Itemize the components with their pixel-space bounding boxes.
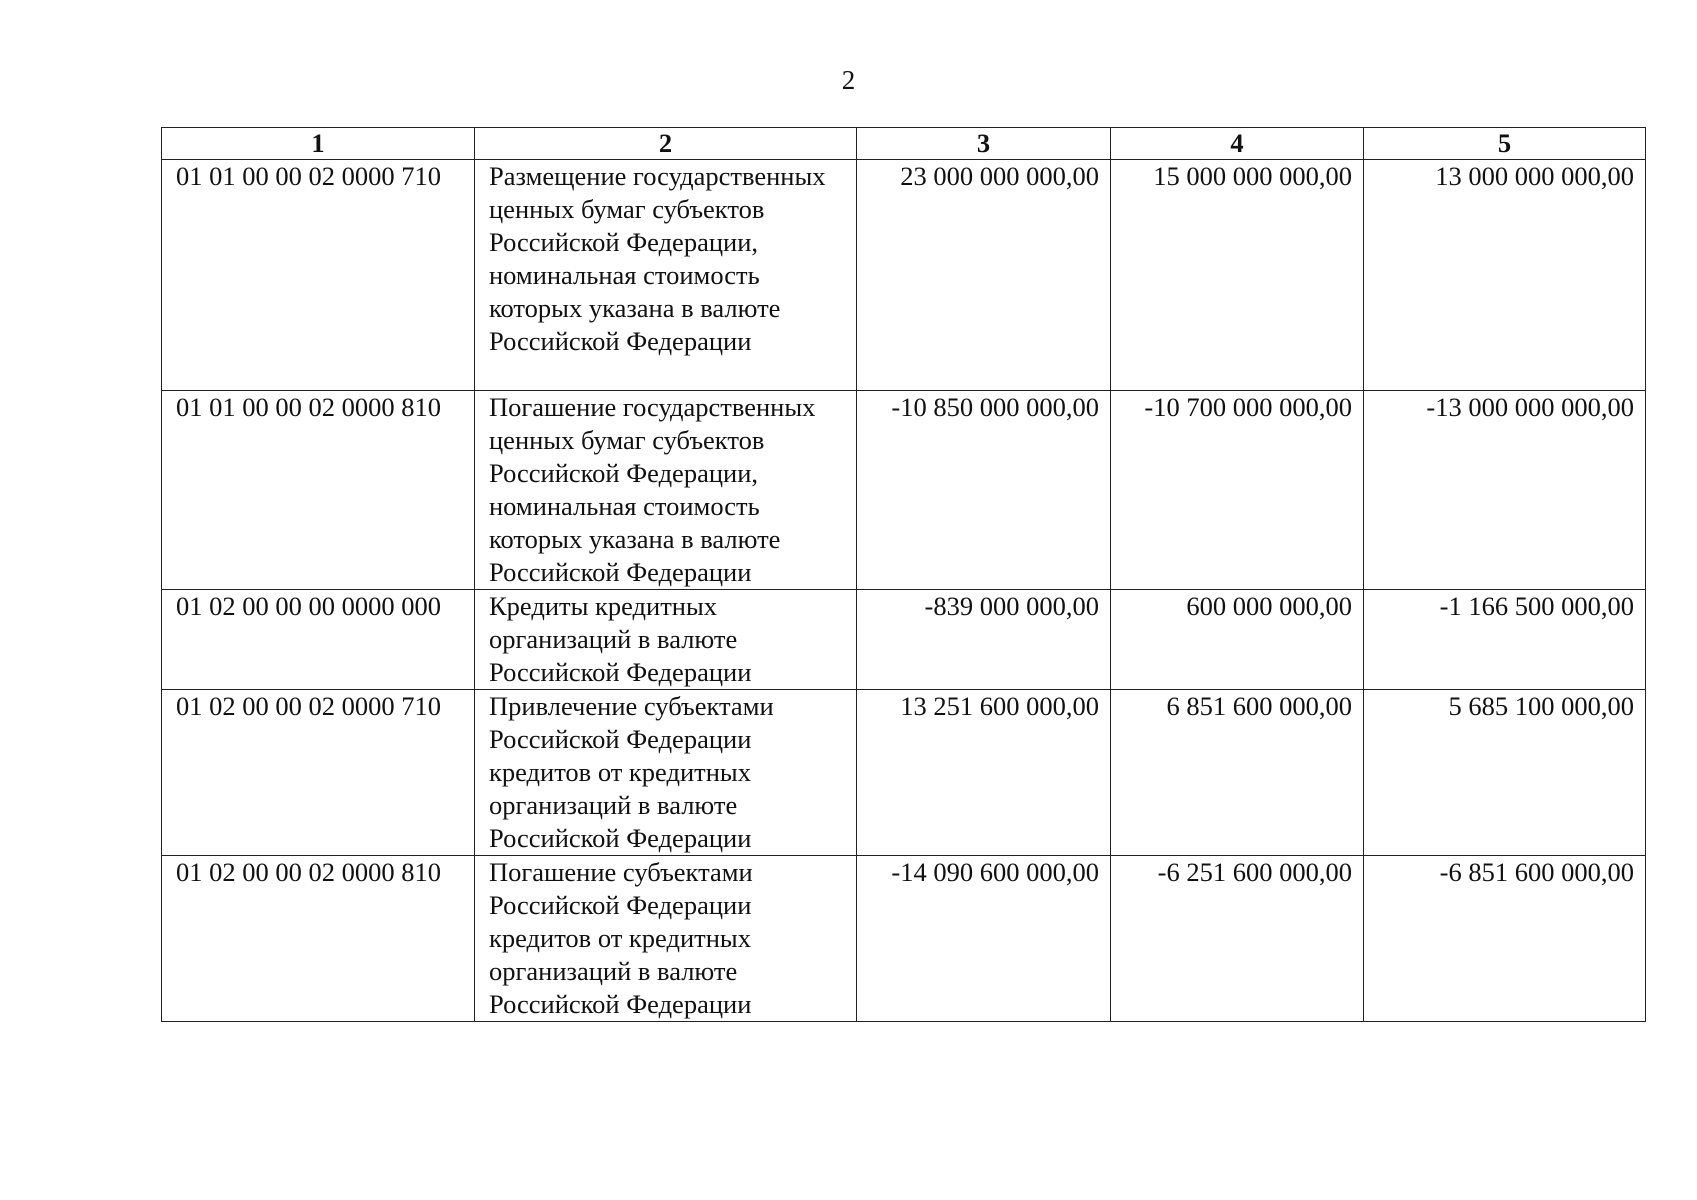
amount-col4-cell: 6 851 600 000,00	[1111, 690, 1364, 856]
amount-col4-cell: -6 251 600 000,00	[1111, 856, 1364, 1022]
item-name-cell: Кредиты кредитных организаций в валюте Российской Федерации	[475, 590, 857, 690]
item-name-cell: Размещение государственных ценных бумаг субъектов Российской Федерации, номинальная стоимость которых указана в валюте Российской Федерации	[475, 160, 857, 391]
table-row	[162, 690, 1646, 856]
amount-col5-cell: 13 000 000 000,00	[1364, 160, 1646, 391]
table-row	[162, 391, 1646, 590]
budget-code-cell: 01 02 00 00 02 0000 710	[162, 690, 475, 856]
amount-col4-cell: 15 000 000 000,00	[1111, 160, 1364, 391]
table-row	[162, 856, 1646, 1022]
amount-col5-cell: -13 000 000 000,00	[1364, 391, 1646, 590]
amount-col3-cell: 13 251 600 000,00	[857, 690, 1111, 856]
amount-col3-cell: -10 850 000 000,00	[857, 391, 1111, 590]
budget-sources-table	[161, 127, 1646, 1022]
budget-code-cell: 01 01 00 00 02 0000 810	[162, 391, 475, 590]
item-name-cell: Погашение государственных ценных бумаг субъектов Российской Федерации, номинальная стоимость которых указана в валюте Российской Федерации	[475, 391, 857, 590]
column-header-3: 3	[857, 128, 1111, 160]
page-number: 2	[841, 65, 856, 95]
column-header-5: 5	[1364, 128, 1646, 160]
table-header-row	[162, 128, 1646, 160]
column-header-1: 1	[162, 128, 475, 160]
item-name-cell: Привлечение субъектами Российской Федерации кредитов от кредитных организаций в валюте Российской Федерации	[475, 690, 857, 856]
amount-col5-cell: -1 166 500 000,00	[1364, 590, 1646, 690]
amount-col5-cell: -6 851 600 000,00	[1364, 856, 1646, 1022]
amount-col3-cell: -14 090 600 000,00	[857, 856, 1111, 1022]
amount-col3-cell: -839 000 000,00	[857, 590, 1111, 690]
amount-col4-cell: 600 000 000,00	[1111, 590, 1364, 690]
amount-col4-cell: -10 700 000 000,00	[1111, 391, 1364, 590]
budget-code-cell: 01 02 00 00 00 0000 000	[162, 590, 475, 690]
item-name-cell: Погашение субъектами Российской Федерации кредитов от кредитных организаций в валюте Российской Федерации	[475, 856, 857, 1022]
column-header-4: 4	[1111, 128, 1364, 160]
amount-col3-cell: 23 000 000 000,00	[857, 160, 1111, 391]
budget-code-cell: 01 01 00 00 02 0000 710	[162, 160, 475, 391]
budget-code-cell: 01 02 00 00 02 0000 810	[162, 856, 475, 1022]
table-row	[162, 160, 1646, 391]
column-header-2: 2	[475, 128, 857, 160]
table-row	[162, 590, 1646, 690]
amount-col5-cell: 5 685 100 000,00	[1364, 690, 1646, 856]
